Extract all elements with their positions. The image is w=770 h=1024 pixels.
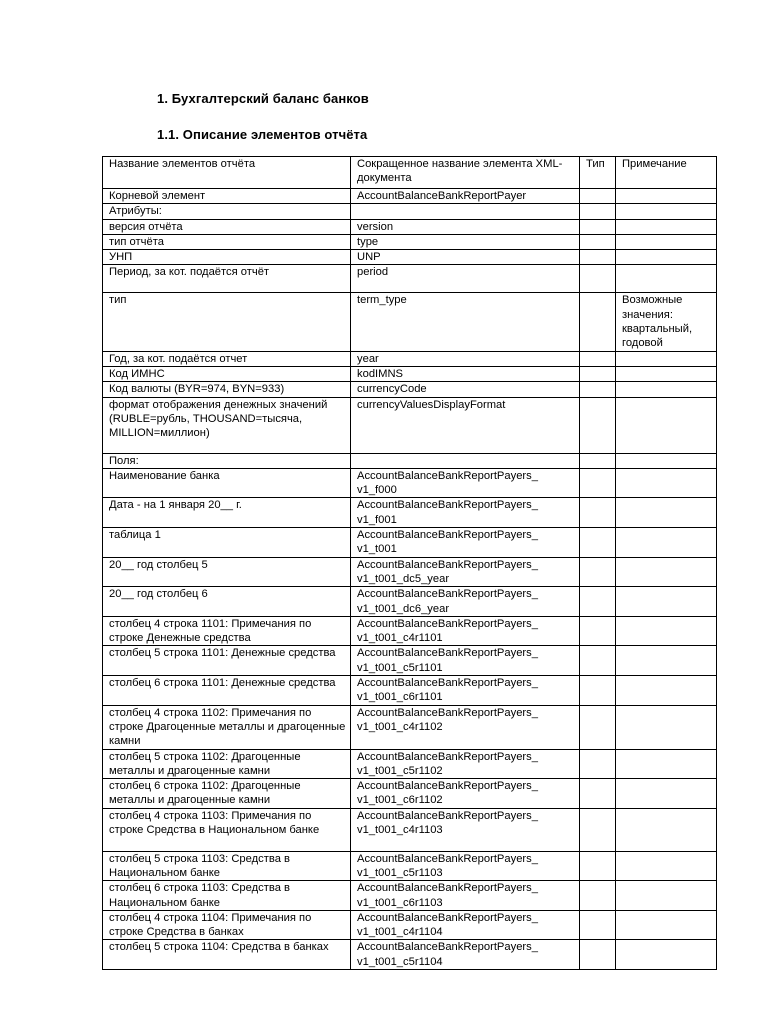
cell-type	[580, 557, 616, 587]
table-row	[103, 189, 717, 204]
cell-note	[616, 351, 717, 366]
table-row	[103, 250, 717, 265]
cell-type	[580, 219, 616, 234]
cell-xml-name: AccountBalanceBankReportPayers_ v1_t001	[351, 528, 580, 558]
cell-element-name: столбец 4 строка 1101: Примечания по строке Денежные средства	[103, 616, 351, 646]
cell-type	[580, 250, 616, 265]
cell-element-name: столбец 5 строка 1103: Средства в Национальном банке	[103, 851, 351, 881]
cell-element-name: столбец 5 строка 1101: Денежные средства	[103, 646, 351, 676]
cell-type	[580, 910, 616, 940]
table-row	[103, 851, 717, 881]
cell-type	[580, 749, 616, 779]
table-row	[103, 557, 717, 587]
cell-xml-name: type	[351, 234, 580, 249]
cell-type	[580, 468, 616, 498]
table-row	[103, 397, 717, 453]
table-row	[103, 808, 717, 851]
cell-note	[616, 557, 717, 587]
cell-note	[616, 779, 717, 809]
cell-type	[580, 265, 616, 293]
cell-xml-name: kodIMNS	[351, 366, 580, 381]
cell-element-name: столбец 4 строка 1102: Примечания по строке Драгоценные металлы и драгоценные камни	[103, 705, 351, 749]
cell-xml-name	[351, 453, 580, 468]
cell-element-name: столбец 6 строка 1103: Средства в Национальном банке	[103, 881, 351, 911]
cell-type	[580, 587, 616, 617]
table-row	[103, 351, 717, 366]
cell-note	[616, 749, 717, 779]
cell-element-name: столбец 4 строка 1103: Примечания по строке Средства в Национальном банке	[103, 808, 351, 851]
cell-note	[616, 881, 717, 911]
cell-type	[580, 646, 616, 676]
table-row	[103, 382, 717, 397]
cell-type	[580, 204, 616, 219]
cell-xml-name: AccountBalanceBankReportPayers_ v1_t001_c4r1102	[351, 705, 580, 749]
cell-type	[580, 453, 616, 468]
table-row	[103, 881, 717, 911]
cell-element-name: Дата - на 1 января 20__ г.	[103, 498, 351, 528]
cell-element-name: таблица 1	[103, 528, 351, 558]
cell-xml-name: AccountBalanceBankReportPayers_ v1_f000	[351, 468, 580, 498]
cell-element-name: Поля:	[103, 453, 351, 468]
cell-xml-name: currencyValuesDisplayFormat	[351, 397, 580, 453]
cell-xml-name: AccountBalanceBankReportPayers_ v1_f001	[351, 498, 580, 528]
table-row	[103, 234, 717, 249]
cell-xml-name: currencyCode	[351, 382, 580, 397]
cell-type	[580, 851, 616, 881]
cell-note	[616, 204, 717, 219]
table-row	[103, 219, 717, 234]
cell-element-name: 20__ год столбец 6	[103, 587, 351, 617]
cell-note	[616, 189, 717, 204]
table-row	[103, 940, 717, 970]
cell-element-name: Код валюты (BYR=974, BYN=933)	[103, 382, 351, 397]
cell-type	[580, 616, 616, 646]
cell-note	[616, 468, 717, 498]
cell-xml-name: AccountBalanceBankReportPayers_ v1_t001_c5r1104	[351, 940, 580, 970]
cell-xml-name: AccountBalanceBankReportPayers_ v1_t001_c6r1102	[351, 779, 580, 809]
table-row	[103, 366, 717, 381]
cell-element-name: тип отчёта	[103, 234, 351, 249]
cell-type	[580, 382, 616, 397]
cell-note	[616, 453, 717, 468]
cell-type	[580, 189, 616, 204]
cell-xml-name: AccountBalanceBankReportPayers_ v1_t001_c6r1103	[351, 881, 580, 911]
cell-type	[580, 234, 616, 249]
cell-xml-name	[351, 204, 580, 219]
header-type: Тип	[580, 157, 616, 189]
cell-xml-name: UNP	[351, 250, 580, 265]
cell-note	[616, 366, 717, 381]
cell-xml-name: AccountBalanceBankReportPayers_ v1_t001_c5r1101	[351, 646, 580, 676]
cell-type	[580, 808, 616, 851]
header-short-name: Сокращенное название элемента XML-документа	[351, 157, 580, 189]
cell-note: Возможные значения: квартальный, годовой	[616, 293, 717, 351]
cell-element-name: Корневой элемент	[103, 189, 351, 204]
table-row	[103, 265, 717, 293]
table-row	[103, 910, 717, 940]
cell-note	[616, 616, 717, 646]
cell-note	[616, 940, 717, 970]
subsection-heading: 1.1. Описание элементов отчёта	[157, 127, 368, 142]
table-row	[103, 498, 717, 528]
cell-type	[580, 779, 616, 809]
cell-element-name: Атрибуты:	[103, 204, 351, 219]
cell-element-name: Период, за кот. подаётся отчёт	[103, 265, 351, 293]
cell-note	[616, 851, 717, 881]
cell-type	[580, 397, 616, 453]
cell-xml-name: AccountBalanceBankReportPayers_ v1_t001_c5r1103	[351, 851, 580, 881]
cell-element-name: Наименование банка	[103, 468, 351, 498]
cell-xml-name: AccountBalanceBankReportPayers_ v1_t001_c5r1102	[351, 749, 580, 779]
section-heading: 1. Бухгалтерский баланс банков	[157, 91, 369, 106]
cell-type	[580, 293, 616, 351]
cell-note	[616, 397, 717, 453]
cell-element-name: столбец 6 строка 1102: Драгоценные металлы и драгоценные камни	[103, 779, 351, 809]
cell-element-name: Год, за кот. подаётся отчет	[103, 351, 351, 366]
cell-type	[580, 498, 616, 528]
cell-xml-name: AccountBalanceBankReportPayers_ v1_t001_c6r1101	[351, 676, 580, 706]
table-row	[103, 779, 717, 809]
cell-xml-name: period	[351, 265, 580, 293]
cell-type	[580, 940, 616, 970]
cell-element-name: версия отчёта	[103, 219, 351, 234]
cell-type	[580, 366, 616, 381]
cell-type	[580, 881, 616, 911]
cell-element-name: столбец 5 строка 1102: Драгоценные металлы и драгоценные камни	[103, 749, 351, 779]
table-header-row	[103, 157, 717, 189]
cell-type	[580, 705, 616, 749]
table-row	[103, 293, 717, 351]
cell-note	[616, 676, 717, 706]
cell-element-name: УНП	[103, 250, 351, 265]
cell-element-name: столбец 5 строка 1104: Средства в банках	[103, 940, 351, 970]
cell-note	[616, 250, 717, 265]
table-row	[103, 646, 717, 676]
cell-note	[616, 498, 717, 528]
cell-xml-name: AccountBalanceBankReportPayers_ v1_t001_c4r1104	[351, 910, 580, 940]
table-row	[103, 705, 717, 749]
cell-xml-name: AccountBalanceBankReportPayer	[351, 189, 580, 204]
cell-type	[580, 676, 616, 706]
cell-element-name: формат отображения денежных значений (RUBLE=рубль, THOUSAND=тысяча, MILLION=миллион)	[103, 397, 351, 453]
cell-xml-name: term_type	[351, 293, 580, 351]
cell-xml-name: AccountBalanceBankReportPayers_ v1_t001_c4r1103	[351, 808, 580, 851]
header-name: Название элементов отчёта	[103, 157, 351, 189]
cell-element-name: тип	[103, 293, 351, 351]
cell-type	[580, 351, 616, 366]
table-row	[103, 468, 717, 498]
cell-element-name: столбец 4 строка 1104: Примечания по строке Средства в банках	[103, 910, 351, 940]
table-row	[103, 528, 717, 558]
table-row	[103, 616, 717, 646]
cell-note	[616, 808, 717, 851]
cell-xml-name: year	[351, 351, 580, 366]
cell-note	[616, 219, 717, 234]
table-row	[103, 453, 717, 468]
cell-element-name: столбец 6 строка 1101: Денежные средства	[103, 676, 351, 706]
elements-table	[102, 156, 717, 970]
cell-note	[616, 587, 717, 617]
table-row	[103, 204, 717, 219]
cell-note	[616, 382, 717, 397]
cell-type	[580, 528, 616, 558]
cell-note	[616, 234, 717, 249]
header-note: Примечание	[616, 157, 717, 189]
table-row	[103, 749, 717, 779]
cell-element-name: Код ИМНС	[103, 366, 351, 381]
table-row	[103, 587, 717, 617]
cell-xml-name: version	[351, 219, 580, 234]
cell-xml-name: AccountBalanceBankReportPayers_ v1_t001_dc5_year	[351, 557, 580, 587]
cell-note	[616, 646, 717, 676]
table-row	[103, 676, 717, 706]
cell-xml-name: AccountBalanceBankReportPayers_ v1_t001_c4r1101	[351, 616, 580, 646]
cell-note	[616, 705, 717, 749]
cell-note	[616, 528, 717, 558]
cell-element-name: 20__ год столбец 5	[103, 557, 351, 587]
cell-note	[616, 265, 717, 293]
cell-note	[616, 910, 717, 940]
cell-xml-name: AccountBalanceBankReportPayers_ v1_t001_dc6_year	[351, 587, 580, 617]
